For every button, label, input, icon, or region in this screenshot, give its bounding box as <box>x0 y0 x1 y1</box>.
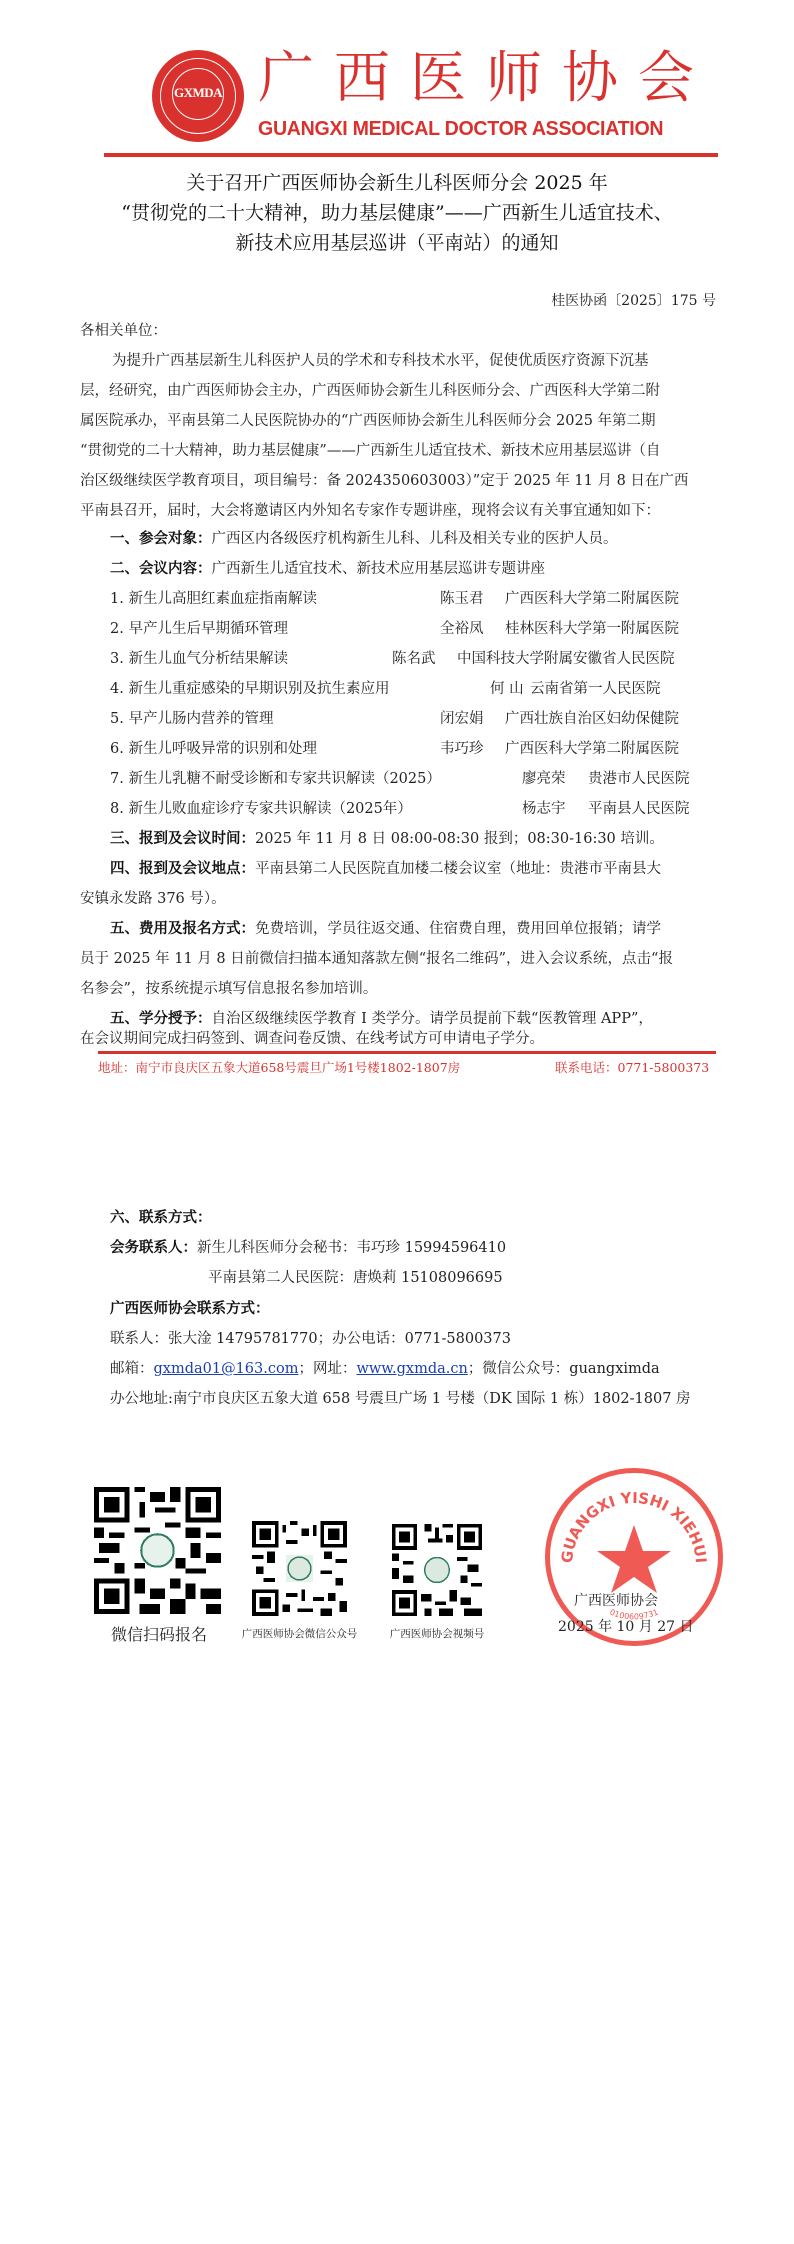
signature-date: 2025 年 10 月 27 日 <box>558 1619 694 1635</box>
title-line-1: 关于召开广西医师协会新生儿科医师分会 2025 年 <box>186 172 608 194</box>
header-divider <box>104 153 718 157</box>
lecture-item <box>110 704 720 734</box>
lecture-item <box>110 674 720 704</box>
section-text: 广西新生儿适宜技术、新技术应用基层巡讲专题讲座 <box>211 561 545 577</box>
section-text: 2025 年 11 月 8 日 08:00-08:30 报到；08:30-16:30 培训。 <box>255 831 664 847</box>
lecture-item <box>110 644 720 674</box>
lecture-topic: 4. 新生儿重症感染的早期识别及抗生素应用 <box>110 681 390 697</box>
star-icon <box>597 1525 671 1593</box>
lecture-item <box>110 764 720 794</box>
wechat-id: ；微信公众号：guangximda <box>467 1361 660 1377</box>
salutation: 各相关单位： <box>80 323 167 339</box>
document-number: 桂医协函〔2025〕175 号 <box>551 293 716 309</box>
lecture-speaker: 廖亮荣 <box>522 771 566 787</box>
footer-phone: 联系电话：0771-5800373 <box>555 1060 710 1075</box>
lecture-item <box>110 734 720 764</box>
meeting-contact-label: 会务联系人： <box>110 1239 197 1256</box>
lecture-speaker: 全裕凤 <box>440 621 484 637</box>
assoc-contact-person: 联系人：张大淦 14795781770；办公电话：0771-5800373 <box>110 1331 511 1347</box>
lecture-institution: 广西医科大学第二附属医院 <box>505 741 679 757</box>
section-label: 四、报到及会议地点： <box>110 860 255 877</box>
video-channel-qr-code[interactable] <box>392 1524 482 1616</box>
lecture-institution: 中国科技大学附属安徽省人民医院 <box>457 651 675 667</box>
meeting-contact <box>110 1233 750 1263</box>
intro-line: 为提升广西基层新生儿科医护人员的学术和专科技术水平，促使优质医疗资源下沉基 <box>112 353 649 369</box>
lecture-topic: 3. 新生儿血气分析结果解读 <box>110 651 288 667</box>
section-text: 安镇永发路 376 号）。 <box>80 891 226 907</box>
lecture-topic: 8. 新生儿败血症诊疗专家共识解读（2025年） <box>110 801 412 817</box>
logo-abbr: GXMDA <box>173 85 223 100</box>
lecture-item <box>110 794 720 824</box>
lecture-institution: 平南县人民医院 <box>588 801 690 817</box>
section-label: 三、报到及会议时间： <box>110 830 255 847</box>
lecture-speaker: 陈玉君 <box>440 591 484 607</box>
section-attendees <box>110 524 720 554</box>
title-line-3: 新技术应用基层巡讲（平南站）的通知 <box>235 232 559 254</box>
lecture-institution: 广西壮族自治区妇幼保健院 <box>505 711 679 727</box>
lecture-item <box>110 584 720 614</box>
lecture-item <box>110 614 720 644</box>
lecture-speaker: 杨志宇 <box>522 801 566 817</box>
qr-caption: 微信扫码报名 <box>110 1625 207 1644</box>
footer-address: 地址：南宁市良庆区五象大道658号震旦广场1号楼1802-1807房 <box>98 1060 461 1075</box>
qr-caption: 广西医师协会视频号 <box>389 1628 485 1640</box>
org-name-cn: 广西医师协会 <box>258 46 714 111</box>
lecture-speaker: 陈名武 <box>392 651 436 667</box>
section-label: 二、会议内容： <box>110 560 212 577</box>
footer-divider <box>98 1051 716 1054</box>
lecture-institution: 云南省第一人民医院 <box>530 681 661 697</box>
registration-qr-code[interactable] <box>94 1487 221 1614</box>
signature-org: 广西医师协会 <box>574 1593 658 1609</box>
lecture-topic: 1. 新生儿高胆红素血症指南解读 <box>110 591 317 607</box>
intro-paragraph <box>80 346 720 526</box>
stamp-pinyin: GUANGXI YISHI XIEHUI <box>557 1488 711 1564</box>
section-label: 一、参会对象： <box>110 530 212 547</box>
lecture-institution: 贵港市人民医院 <box>588 771 690 787</box>
lecture-topic: 5. 早产儿肠内营养的管理 <box>110 711 274 727</box>
section-time <box>110 824 720 854</box>
org-name-en: GUANGXI MEDICAL DOCTOR ASSOCIATION <box>258 118 664 140</box>
section-text: 员于 2025 年 11 月 8 日前微信扫描本通知落款左侧“报名二维码”，进入会议系统，点击“报 <box>80 951 673 967</box>
lecture-institution: 广西医科大学第二附属医院 <box>505 591 679 607</box>
email-link[interactable]: gxmda01@163.com <box>153 1361 299 1377</box>
section-text: 名参会”，按系统提示填写信息报名参加培训。 <box>80 981 378 997</box>
section-credit-cont: 在会议期间完成扫码签到、调查问卷反馈、在线考试方可申请电子学分。 <box>80 1031 544 1047</box>
intro-line: 治区级继续医学教育项目，项目编号：备 2024350603003）”定于 2025 年 11 月 8 日在广西 <box>80 473 689 489</box>
section-text: 自治区级继续医学教育 I 类学分。请学员提前下载“医教管理 APP”， <box>211 1011 653 1027</box>
section-text: 平南县第二人民医院直加楼二楼会议室（地址：贵港市平南县大 <box>255 861 661 877</box>
section-text: 广西区内各级医疗机构新生儿科、儿科及相关专业的医护人员。 <box>211 531 618 547</box>
lecture-list <box>110 584 720 824</box>
lecture-topic: 7. 新生儿乳糖不耐受诊断和专家共识解读（2025） <box>110 771 441 787</box>
title-line-2: “贯彻党的二十大精神，助力基层健康”——广西新生儿适宜技术、 <box>121 202 673 224</box>
wechat-official-qr-code[interactable] <box>252 1521 347 1616</box>
section-venue <box>80 854 720 914</box>
section-label: 五、费用及报名方式： <box>110 920 255 937</box>
intro-line: 属医院承办，平南县第二人民医院协办的“广西医师协会新生儿科医师分会 2025 年第二期 <box>80 413 656 429</box>
contact-heading: 六、联系方式： <box>110 1209 212 1226</box>
lecture-institution: 桂林医科大学第一附属医院 <box>505 621 679 637</box>
association-logo <box>152 50 244 142</box>
intro-line: 层，经研究，由广西医师协会主办，广西医师协会新生儿科医师分会、广西医科大学第二附 <box>80 383 660 399</box>
lecture-topic: 2. 早产儿生后早期循环管理 <box>110 621 288 637</box>
lecture-speaker: 何 山 <box>490 681 524 697</box>
office-address: 办公地址:南宁市良庆区五象大道 658 号震旦广场 1 号楼（DK 国际 1 栋）1802-1807 房 <box>110 1391 691 1407</box>
qr-caption: 广西医师协会微信公众号 <box>241 1628 358 1640</box>
assoc-contact-online: 邮箱：gxmda01@163.com；网址：www.gxmda.cn；微信公众号：guangximda <box>110 1361 660 1377</box>
stamp-number: 0100609731 <box>608 1607 660 1622</box>
meeting-contact-1: 新生儿科医师分会秘书：韦巧珍 15994596410 <box>197 1240 507 1256</box>
section-label: 五、学分授予： <box>110 1010 212 1027</box>
meeting-contact-2: 平南县第二人民医院：唐焕莉 15108096695 <box>208 1270 503 1286</box>
section-text: 免费培训，学员往返交通、住宿费自理，费用回单位报销；请学 <box>255 921 661 937</box>
assoc-contact-heading: 广西医师协会联系方式： <box>110 1300 270 1317</box>
intro-line: 平南县召开，届时，大会将邀请区内外知名专家作专题讲座，现将会议有关事宜通知如下： <box>80 503 660 519</box>
intro-line: “贯彻党的二十大精神，助力基层健康”——广西新生儿适宜技术、新技术应用基层巡讲（自 <box>80 443 661 459</box>
lecture-topic: 6. 新生儿呼吸异常的识别和处理 <box>110 741 317 757</box>
lecture-speaker: 闭宏娟 <box>440 711 484 727</box>
section-fee <box>80 914 720 1004</box>
website-link[interactable]: www.gxmda.cn <box>356 1361 468 1377</box>
section-content <box>110 554 720 584</box>
lecture-speaker: 韦巧珍 <box>440 741 484 757</box>
document-title <box>80 168 714 258</box>
